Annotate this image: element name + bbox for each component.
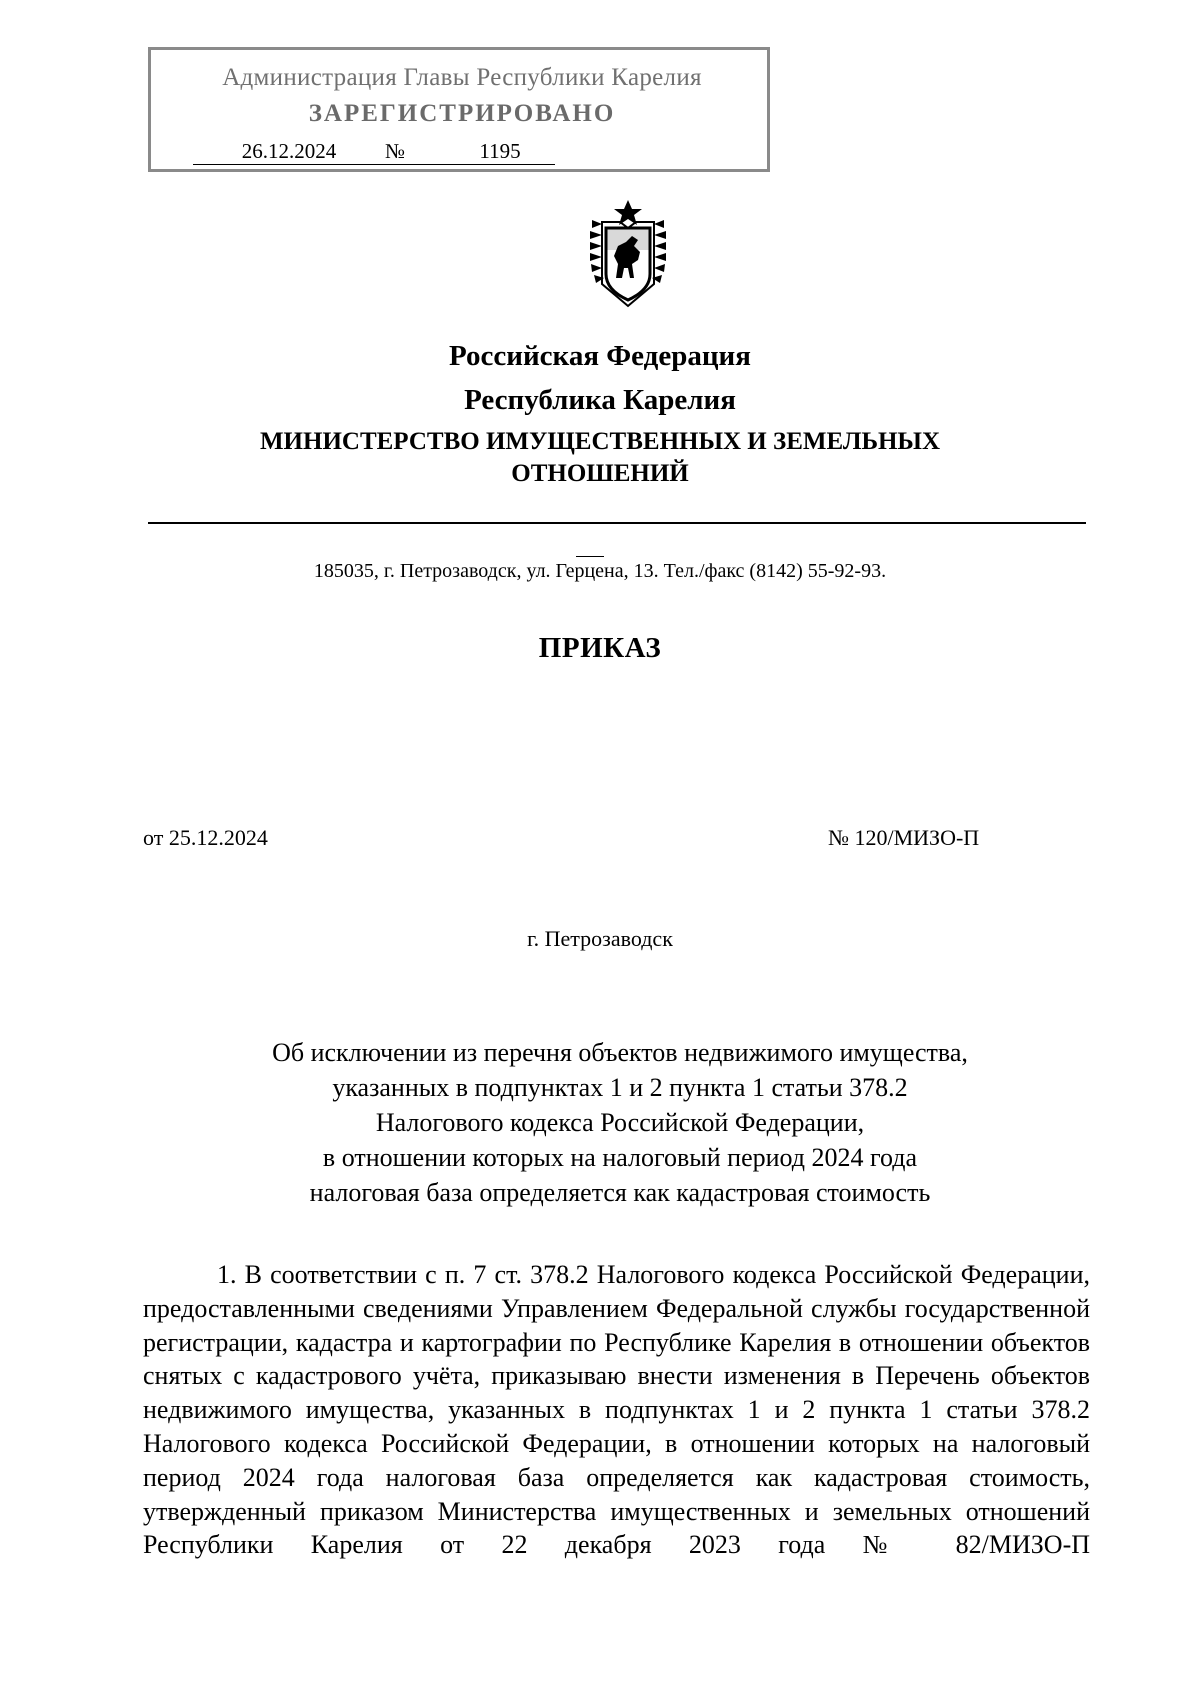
subject-line: указанных в подпунктах 1 и 2 пункта 1 статьи 378.2	[332, 1073, 908, 1102]
stamp-status: ЗАРЕГИСТРИРОВАНО	[308, 100, 616, 127]
stamp-number-field	[385, 138, 555, 165]
stamp-number: 1195	[479, 139, 521, 163]
ministry-address: 185035, г. Петрозаводск, ул. Герцена, 13. Тел./факс (8142) 55-92-93.	[313, 560, 887, 582]
header-ministry-line2: ОТНОШЕНИЙ	[511, 460, 689, 487]
karelia-coat-of-arms-icon	[586, 198, 670, 310]
document-number: № 120/МИЗО-П	[828, 825, 980, 850]
address-dash	[576, 556, 604, 557]
stamp-number-label: №	[385, 139, 406, 163]
registration-stamp	[148, 47, 770, 172]
header-republic: Республика Карелия	[464, 384, 736, 416]
header-country: Российская Федерация	[449, 340, 751, 372]
subject-line: Налогового кодекса Российской Федерации,	[375, 1108, 865, 1137]
stamp-authority: Администрация Главы Республики Карелия	[222, 64, 702, 91]
header-ministry-line1: МИНИСТЕРСТВО ИМУЩЕСТВЕННЫХ И ЗЕМЕЛЬНЫХ	[259, 428, 941, 455]
order-paragraph-1: 1. В соответствии с п. 7 ст. 378.2 Налогового кодекса Российской Федерации, предоставленными сведениями Управлением Федеральной службы государственной регистрации, кадастра и картографии по Республике Карелия в отношении объектов снятых с кадастрового учёта, приказываю внести изменения в Перечень объектов недвижимого имущества, указанных в подпунктах 1 и 2 пункта 1 статьи 378.2 Налогового кодекса Российской Федерации, в отношении которых на налоговый период 2024 года налоговая база определяется как кадастровая стоимость, утвержденный приказом Министерства имущественных и земельных отношений Республики Карелия от 22 декабря 2023 года № 82/МИЗО-П	[143, 1260, 1090, 1560]
subject-line: Об исключении из перечня объектов недвижимого имущества,	[272, 1038, 968, 1067]
document-city: г. Петрозаводск	[527, 926, 673, 951]
subject-line: налоговая база определяется как кадастровая стоимость	[309, 1178, 931, 1207]
header-divider	[148, 522, 1086, 524]
stamp-date: 26.12.2024	[193, 138, 385, 165]
subject-line: в отношении которых на налоговый период 2024 года	[322, 1143, 918, 1172]
document-date: от 25.12.2024	[143, 825, 268, 850]
document-type: ПРИКАЗ	[538, 632, 662, 664]
document-subject	[150, 1035, 1090, 1210]
